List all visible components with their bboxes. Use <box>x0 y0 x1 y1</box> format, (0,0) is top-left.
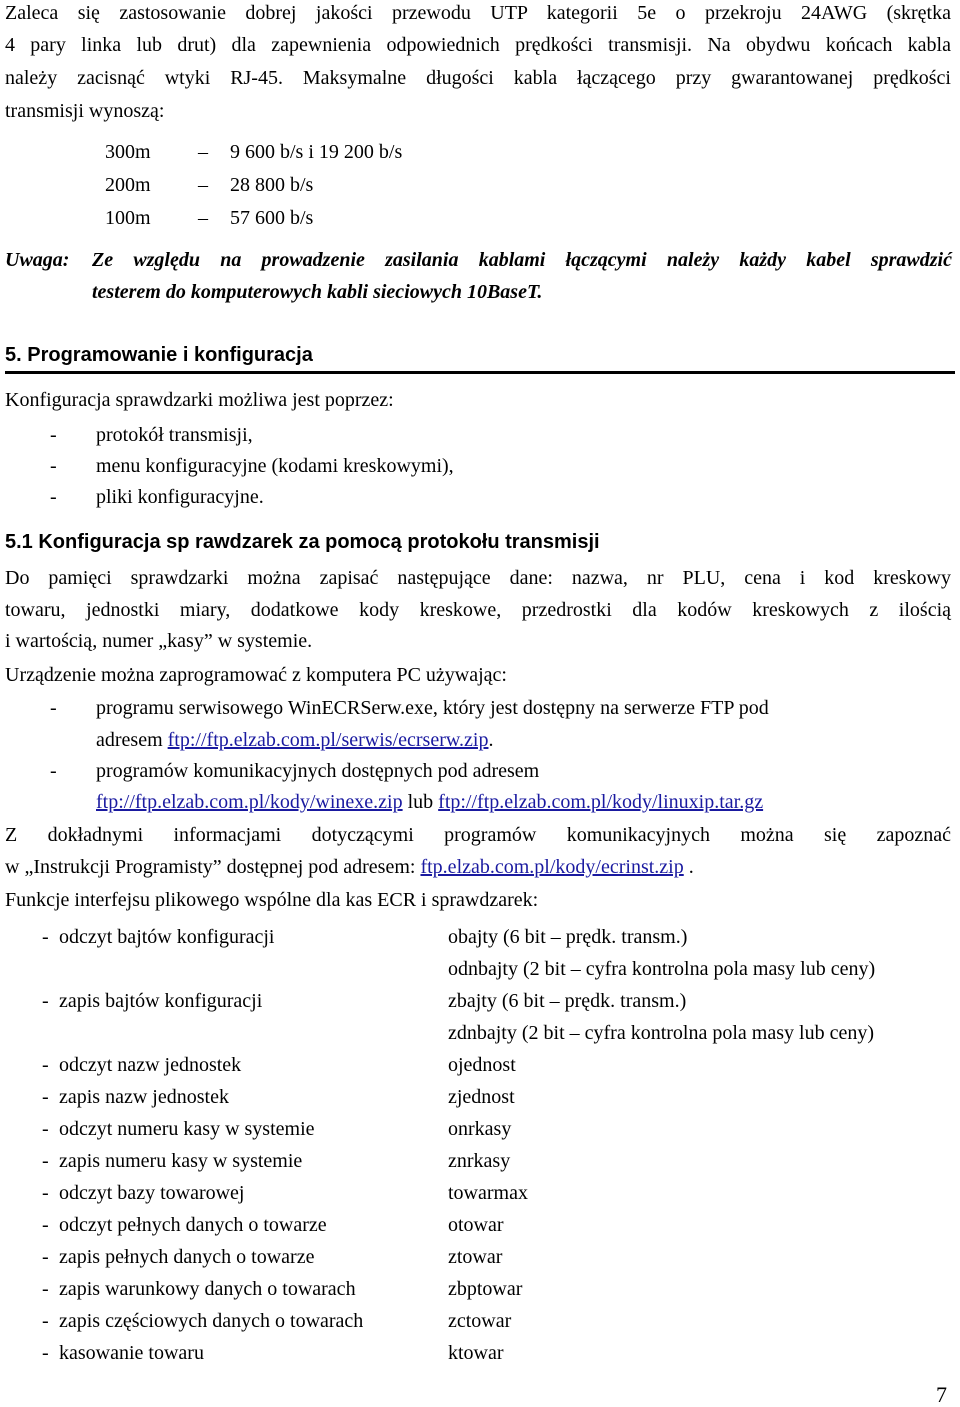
list-dash: - <box>50 486 57 508</box>
note-label: Uwaga: <box>5 249 70 271</box>
function-name: kasowanie towaru <box>59 1342 204 1364</box>
link-separator: lub <box>402 791 439 813</box>
list-text: programów komunikacyjnych dostępnych pod adresem <box>96 760 540 782</box>
section-5-1-para-3-line-2 <box>5 851 951 883</box>
function-command: zjednost <box>448 1086 515 1108</box>
section-5-intro: Konfiguracja sprawdzarki możliwa jest poprzez: <box>5 389 394 411</box>
link-suffix: . <box>488 729 494 751</box>
rate-distance: 300m <box>105 141 151 163</box>
section-divider <box>5 371 955 374</box>
function-dash: - <box>42 1182 49 1204</box>
winexe-link[interactable]: ftp://ftp.elzab.com.pl/kody/winexe.zip <box>96 791 403 813</box>
list-dash: - <box>50 697 57 719</box>
rate-dash: – <box>198 141 208 163</box>
para-suffix: . <box>683 856 694 878</box>
section-5-1-para-4: Funkcje interfejsu plikowego wspólne dla kas ECR i sprawdzarek: <box>5 889 539 911</box>
function-dash: - <box>42 990 49 1012</box>
list-dash: - <box>50 760 57 782</box>
list-text: programu serwisowego WinECRSerw.exe, który jest dostępny na serwerze FTP pod <box>96 697 769 719</box>
function-command: zbptowar <box>448 1278 523 1300</box>
warning-note <box>5 244 951 314</box>
page-number: 7 <box>936 1382 947 1407</box>
function-command: ztowar <box>448 1246 503 1268</box>
list-item-continuation <box>96 728 493 752</box>
intro-line-4: transmisji wynoszą: <box>5 100 165 122</box>
list-dash: - <box>50 455 57 477</box>
function-dash: - <box>42 1086 49 1108</box>
function-name: zapis bajtów konfiguracji <box>59 990 263 1012</box>
intro-line-1: Zaleca się zastosowanie dobrej jakości przewodu UTP kategorii 5e o przekroju 24AWG (skrętka <box>5 2 951 24</box>
function-command: otowar <box>448 1214 504 1236</box>
function-command: ojednost <box>448 1054 516 1076</box>
function-dash: - <box>42 1278 49 1300</box>
function-name: zapis częściowych danych o towarach <box>59 1310 364 1332</box>
function-name: zapis pełnych danych o towarze <box>59 1246 315 1268</box>
link-prefix: adresem <box>96 729 168 751</box>
list-text: pliki konfiguracyjne. <box>96 486 264 508</box>
function-name: odczyt nazw jednostek <box>59 1054 242 1076</box>
function-name: zapis nazw jednostek <box>59 1086 229 1108</box>
rate-speed: 28 800 b/s <box>230 174 314 196</box>
linuxip-link[interactable]: ftp://ftp.elzab.com.pl/kody/linuxip.tar.gz <box>438 791 764 813</box>
para-text: w „Instrukcji Programisty” dostępnej pod adresem: <box>5 856 421 878</box>
function-command: zbajty (6 bit – prędk. transm.) <box>448 990 687 1012</box>
function-command: obajty (6 bit – prędk. transm.) <box>448 926 688 948</box>
rate-speed: 9 600 b/s i 19 200 b/s <box>230 141 403 163</box>
list-dash: - <box>50 424 57 446</box>
rate-dash: – <box>198 207 208 229</box>
function-command: odnbajty (2 bit – cyfra kontrolna pola masy lub ceny) <box>448 958 876 980</box>
function-dash: - <box>42 1118 49 1140</box>
function-name: odczyt pełnych danych o towarze <box>59 1214 327 1236</box>
intro-line-2: 4 pary linka lub drut) dla zapewnienia odpowiednich prędkości transmisji. Na obydwu końcach kabla <box>5 34 951 56</box>
function-dash: - <box>42 1054 49 1076</box>
function-command: ktowar <box>448 1342 504 1364</box>
intro-line-3: należy zacisnąć wtyki RJ-45. Maksymalne długości kabla łączącego przy gwarantowanej prędkości <box>5 67 951 89</box>
rate-distance: 100m <box>105 207 151 229</box>
function-dash: - <box>42 1214 49 1236</box>
list-text: menu konfiguracyjne (kodami kreskowymi), <box>96 455 454 477</box>
rate-speed: 57 600 b/s <box>230 207 314 229</box>
section-5-1-para-line-1: Do pamięci sprawdzarki można zapisać następujące dane: nazwa, nr PLU, cena i kod kreskowy <box>5 567 951 589</box>
section-5-1-heading: 5.1 Konfiguracja sp rawdzarek za pomocą protokołu transmisji <box>5 531 600 553</box>
section-5-1-para-line-3: i wartością, numer „kasy” w systemie. <box>5 630 313 652</box>
rate-distance: 200m <box>105 174 151 196</box>
function-name: odczyt numeru kasy w systemie <box>59 1118 315 1140</box>
function-command: towarmax <box>448 1182 528 1204</box>
function-dash: - <box>42 1310 49 1332</box>
function-command: onrkasy <box>448 1118 512 1140</box>
function-dash: - <box>42 1342 49 1364</box>
function-name: zapis warunkowy danych o towarach <box>59 1278 356 1300</box>
ecrinst-link[interactable]: ftp.elzab.com.pl/kody/ecrinst.zip <box>420 856 684 878</box>
function-name: odczyt bazy towarowej <box>59 1182 245 1204</box>
function-command: zctowar <box>448 1310 512 1332</box>
function-dash: - <box>42 926 49 948</box>
note-line-2: testerem do komputerowych kabli sieciowych 10BaseT. <box>92 281 543 303</box>
function-dash: - <box>42 1246 49 1268</box>
function-command: znrkasy <box>448 1150 511 1172</box>
function-command: zdnbajty (2 bit – cyfra kontrolna pola masy lub ceny) <box>448 1022 874 1044</box>
section-5-1-para-line-2: towaru, jednostki miary, dodatkowe kody kreskowe, przedrostki dla kodów kreskowych z ilością <box>5 599 951 621</box>
section-5-heading: 5. Programowanie i konfiguracja <box>5 344 313 366</box>
section-5-1-para-2: Urządzenie można zaprogramować z komputera PC używając: <box>5 664 507 686</box>
function-name: zapis numeru kasy w systemie <box>59 1150 303 1172</box>
list-item-continuation <box>96 790 763 814</box>
list-text: protokół transmisji, <box>96 424 253 446</box>
rate-dash: – <box>198 174 208 196</box>
ecrserw-link[interactable]: ftp://ftp.elzab.com.pl/serwis/ecrserw.zip <box>167 729 489 751</box>
function-name: odczyt bajtów konfiguracji <box>59 926 275 948</box>
section-5-1-para-3-line-1: Z dokładnymi informacjami dotyczącymi programów komunikacyjnych można się zapoznać <box>5 824 951 846</box>
note-line-1: Ze względu na prowadzenie zasilania kablami łączącymi należy każdy kabel sprawdzić <box>92 249 952 271</box>
function-dash: - <box>42 1150 49 1172</box>
